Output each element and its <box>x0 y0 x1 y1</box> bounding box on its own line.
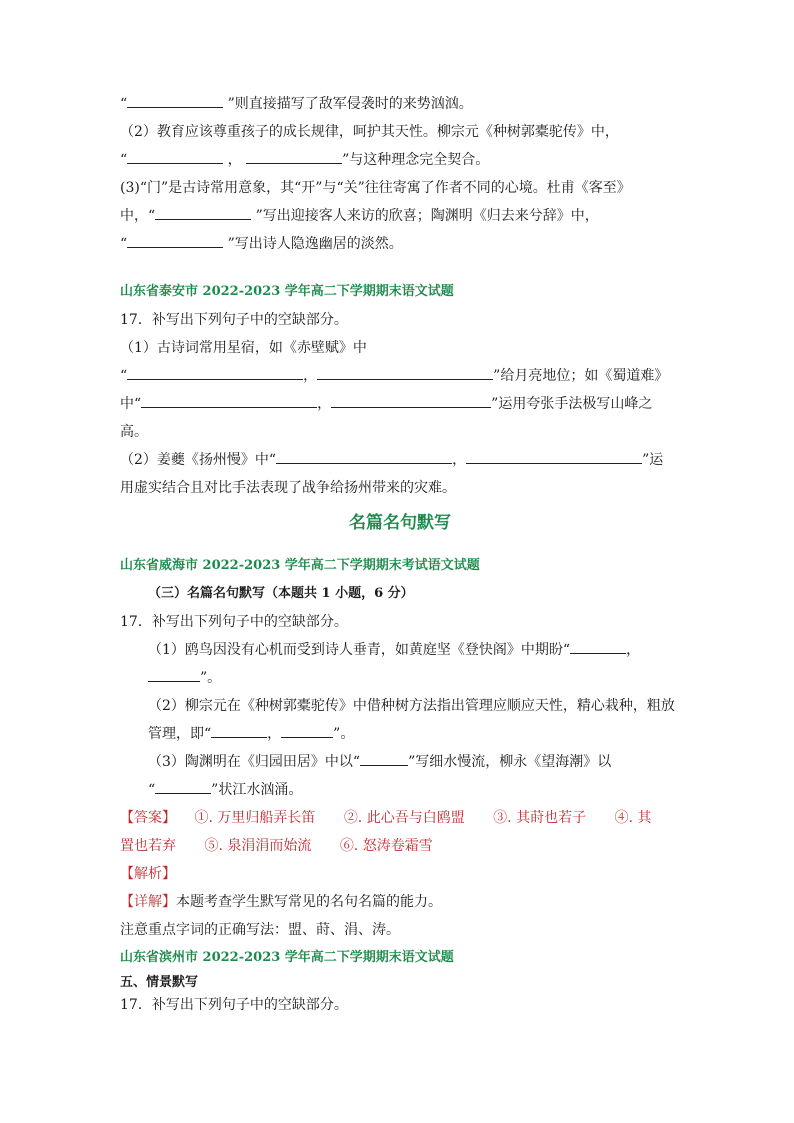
taian-source: 山东省泰安市 2022-2023 学年高二下学期期末语文试题 <box>120 284 454 299</box>
weihai-s1-b: ”。 <box>120 664 680 692</box>
blank <box>246 147 342 164</box>
document-page <box>120 90 680 1016</box>
blank <box>127 363 303 380</box>
blank <box>148 665 200 682</box>
prev-q3: (3)“门”是古诗常用意象，其“开”与“关”往往寄寓了作者不同的心境。杜甫《客至》 <box>120 180 631 196</box>
analysis-label: 【解析】 <box>120 866 176 882</box>
prev-q3-mid: 中，“ ”写出迎接客人来访的欣喜；陶渊明《归去来兮辞》中， <box>120 202 680 230</box>
weihai-s2-a: （2）柳宗元在《种树郭橐驼传》中借种树方法指出管理应顺应天性，精心栽种，粗放 <box>148 698 675 714</box>
blank <box>127 91 223 108</box>
taian-s2-l2: 用虚实结合且对比手法表现了战争给扬州带来的灾难。 <box>120 480 456 496</box>
prev-q3-last: “ ”写出诗人隐逸幽居的淡然。 <box>120 230 680 258</box>
analysis-note: 注意重点字词的正确写法：盟、莳、涓、涛。 <box>120 922 400 938</box>
blank <box>127 147 223 164</box>
answer-item: ②. 此心吾与白鸥盟 <box>343 810 465 826</box>
weihai-header: （三）名篇名句默写（本题共 1 小题，6 分） <box>148 586 414 601</box>
blank <box>317 363 493 380</box>
answer-item: 置也若弃 <box>120 838 176 854</box>
prev-q2-blanks: “ ， ”与这种理念完全契合。 <box>120 146 680 174</box>
blank <box>211 721 267 738</box>
taian-s2: （2）姜夔《扬州慢》中“ ， ”运 <box>120 446 680 474</box>
prev-line1: “ ”则直接描写了敌军侵袭时的来势汹汹。 <box>120 90 680 118</box>
blank <box>570 637 626 654</box>
blank <box>155 203 251 220</box>
analysis-detail: 【详解】本题考查学生默写常见的名句名篇的能力。 <box>120 894 442 910</box>
weihai-source: 山东省威海市 2022-2023 学年高二下学期期末考试语文试题 <box>120 558 480 573</box>
blank <box>281 721 333 738</box>
taian-s1-l3: 中“ ， ”运用夸张手法极写山峰之 <box>120 390 680 418</box>
answer-item: ④. 其 <box>614 810 652 826</box>
binzhou-section: 五、情景默写 <box>120 975 199 990</box>
answer-line2 <box>120 832 680 860</box>
binzhou-source: 山东省滨州市 2022-2023 学年高二下学期期末语文试题 <box>120 950 454 965</box>
weihai-s3-b: “ ”状江水汹涌。 <box>120 776 680 804</box>
weihai-s3-a: （3）陶渊明在《归园田居》中以“ ”写细水慢流，柳永《望海潮》以 <box>120 748 680 776</box>
prev-q2: （2）教育应该尊重孩子的成长规律，呵护其天性。柳宗元《种树郭橐驼传》中， <box>120 124 619 140</box>
answer-label: 【答案】 <box>120 810 176 826</box>
blank <box>155 777 211 794</box>
blank <box>331 391 491 408</box>
taian-s1-l4: 高。 <box>120 424 148 440</box>
blank <box>360 749 408 766</box>
answer-item: ①. 万里归船弄长笛 <box>194 810 316 826</box>
answer-item: ⑤. 泉涓涓而始流 <box>204 838 312 854</box>
weihai-q17: 17．补写出下列句子中的空缺部分。 <box>120 614 348 630</box>
weihai-s1-a: （1）鸥鸟因没有心机而受到诗人垂青，如黄庭坚《登快阁》中期盼“ ， <box>120 636 680 664</box>
blank <box>466 447 642 464</box>
taian-q17: 17．补写出下列句子中的空缺部分。 <box>120 312 348 328</box>
taian-s1-intro: （1）古诗词常用星宿，如《赤壁赋》中 <box>120 340 367 356</box>
section-title: 名篇名句默写 <box>349 513 451 533</box>
answer-line1 <box>120 804 680 832</box>
answer-item: ③. 其莳也若子 <box>493 810 587 826</box>
blank <box>141 391 317 408</box>
taian-s1-l2: “ ， ”给月亮地位；如《蜀道难》 <box>120 362 680 390</box>
weihai-s2-b: 管理，即“ ， ”。 <box>120 720 680 748</box>
blank <box>276 447 452 464</box>
blank <box>127 231 223 248</box>
binzhou-q17: 17．补写出下列句子中的空缺部分。 <box>120 997 348 1013</box>
answer-item: ⑥. 怒涛卷霜雪 <box>339 838 433 854</box>
